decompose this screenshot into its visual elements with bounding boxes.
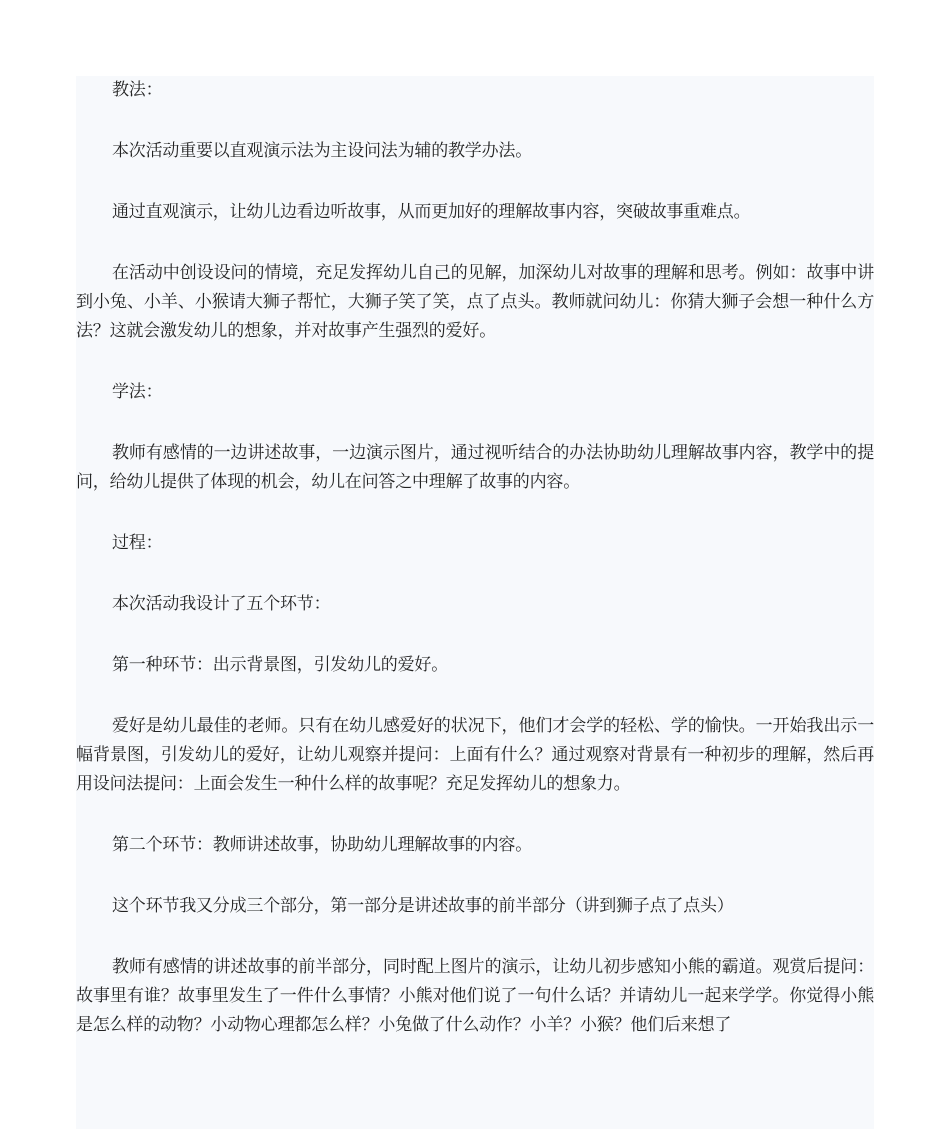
- paragraph: 本次活动我设计了五个环节：: [112, 594, 331, 614]
- heading-teaching-method: 教法：: [112, 80, 163, 100]
- paragraph: 通过直观演示，让幼儿边看边听故事，从而更加好的理解故事内容，突破故事重难点。: [112, 202, 751, 222]
- paragraph: 在活动中创设设问的情境，充足发挥幼儿自己的见解，加深幼儿对故事的理解和思考。例如：故事中讲到小兔、小羊、小猴请大狮子帮忙，大狮子笑了笑，点了点头。教师就问幼儿：你猜大狮子会想一种什么方法？这就会激发幼儿的想象，并对故事产生强烈的爱好。: [76, 263, 874, 341]
- heading-learning-method: 学法：: [112, 382, 163, 402]
- paragraph: 爱好是幼儿最佳的老师。只有在幼儿感爱好的状况下，他们才会学的轻松、学的愉快。一开始我出示一幅背景图，引发幼儿的爱好，让幼儿观察并提问：上面有什么？通过观察对背景有一种初步的理解，然后再用设问法提问：上面会发生一种什么样的故事呢？充足发挥幼儿的想象力。: [76, 716, 874, 794]
- heading-process: 过程：: [112, 533, 163, 553]
- document-body: [76, 76, 874, 1072]
- document-page: [76, 76, 874, 1129]
- paragraph: 本次活动重要以直观演示法为主设问法为辅的教学办法。: [112, 141, 532, 161]
- section-step-one: 第一种环节：出示背景图，引发幼儿的爱好。: [112, 655, 448, 675]
- paragraph: 教师有感情的讲述故事的前半部分，同时配上图片的演示，让幼儿初步感知小熊的霸道。观赏后提问：故事里有谁？故事里发生了一件什么事情？小熊对他们说了一句什么话？并请幼儿一起来学学。你觉得小熊是怎么样的动物？小动物心理都怎么样？小兔做了什么动作？小羊？小猴？他们后来想了: [76, 957, 874, 1035]
- section-step-two: 第二个环节：教师讲述故事，协助幼儿理解故事的内容。: [112, 835, 532, 855]
- paragraph: 这个环节我又分成三个部分，第一部分是讲述故事的前半部分（讲到狮子点了点头）: [112, 896, 734, 916]
- paragraph: 教师有感情的一边讲述故事，一边演示图片，通过视听结合的办法协助幼儿理解故事内容，教学中的提问，给幼儿提供了体现的机会，幼儿在问答之中理解了故事的内容。: [76, 443, 874, 492]
